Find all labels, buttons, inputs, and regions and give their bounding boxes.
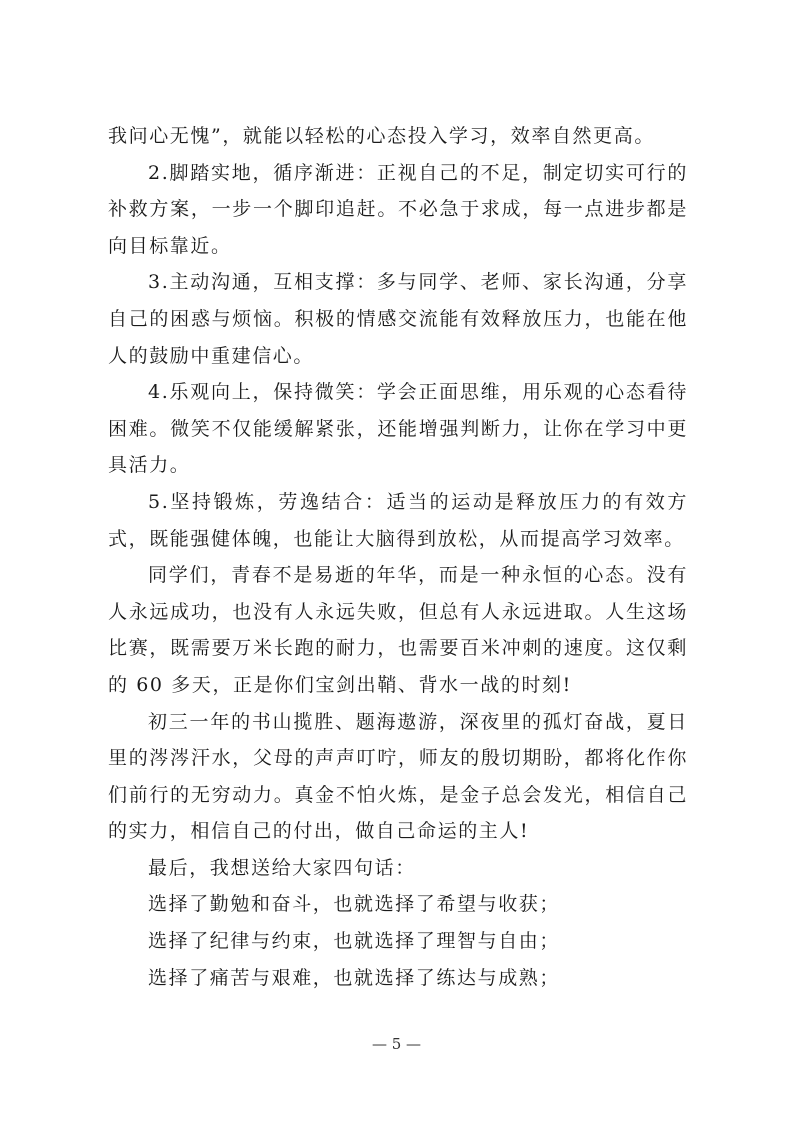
paragraph-closing-intro: 最后，我想送给大家四句话： [148, 856, 416, 879]
paragraph-point-5: 5.坚持锻炼，劳逸结合：适当的运动是释放压力的有效方式，既能强健体魄，也能让大脑得到放松，从而提高学习效率。 [108, 490, 688, 550]
paragraph-point-2: 2.脚踏实地，循序渐进：正视自己的不足，制定切实可行的补救方案，一步一个脚印追赶。不必急于求成，每一点进步都是向目标靠近。 [108, 161, 688, 257]
paragraph-point-3: 3.主动沟通，互相支撑：多与同学、老师、家长沟通，分享自己的困惑与烦恼。积极的情感交流能有效释放压力，也能在他人的鼓励中重建信心。 [108, 271, 688, 367]
paragraph-youth: 同学们，青春不是易逝的年华，而是一种永恒的心态。没有人永远成功，也没有人永远失败，但总有人永远进取。人生这场比赛，既需要万米长跑的耐力，也需要百米冲刺的速度。这仅剩的 60 多天，正是你们宝剑出鞘、背水一战的时刻! [108, 564, 688, 696]
body-text [108, 118, 688, 996]
paragraph-point-4: 4.乐观向上，保持微笑：学会正面思维，用乐观的心态看待困难。微笑不仅能缓解紧张，还能增强判断力，让你在学习中更具活力。 [108, 381, 688, 477]
closing-line-1: 选择了勤勉和奋斗，也就选择了希望与收获； [148, 893, 561, 916]
closing-line-2: 选择了纪律与约束，也就选择了理智与自由； [148, 930, 561, 953]
page-number: — 5 — [371, 1035, 422, 1053]
paragraph-continuation: 我问心无愧”，就能以轻松的心态投入学习，效率自然更高。 [108, 125, 655, 147]
paragraph-motivation: 初三一年的书山揽胜、题海遨游，深夜里的孤灯奋战，夏日里的涔涔汗水，父母的声声叮咛，师友的殷切期盼，都将化作你们前行的无穷动力。真金不怕火炼，是金子总会发光，相信自己的实力，相信自己的付出，做自己命运的主人! [108, 710, 688, 843]
closing-line-3: 选择了痛苦与艰难，也就选择了练达与成熟； [148, 966, 561, 989]
